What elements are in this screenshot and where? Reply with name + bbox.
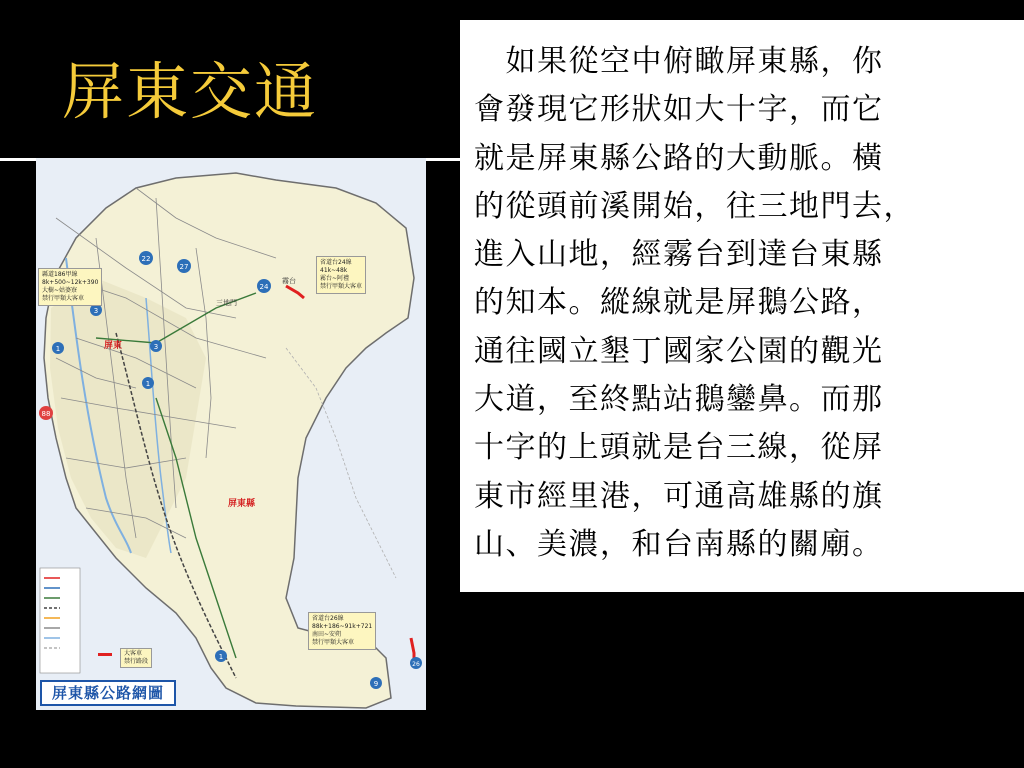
body-text (474, 38, 1019, 569)
map-label-sandimen: 三地門 (216, 299, 237, 307)
svg-text:9: 9 (373, 680, 379, 688)
svg-text:1: 1 (145, 380, 151, 388)
legend-line: 大客車 (124, 650, 143, 657)
map-label-wutai: 霧台 (282, 277, 296, 285)
legend-restricted-line (98, 653, 112, 656)
body-line: 會發現它形狀如大十字，而它 (474, 92, 884, 128)
body-line: 通往國立墾丁國家公園的觀光 (474, 333, 884, 369)
svg-text:1: 1 (55, 345, 61, 353)
note-line: 大樹~姑婆寮 (42, 287, 78, 294)
note-line: 省道台24線 (320, 259, 352, 266)
svg-text:26: 26 (412, 661, 420, 668)
note-county-road-186 (38, 268, 102, 306)
note-highway-26 (308, 612, 376, 650)
note-line: 南田~安朔 (312, 631, 342, 638)
legend-box (40, 568, 80, 673)
svg-text:24: 24 (259, 283, 269, 291)
map-title: 屏東縣公路網圖 (40, 680, 176, 706)
body-line: 如果從空中俯瞰屏東縣，你 (474, 44, 884, 79)
body-line: 山、美濃，和台南縣的關廟。 (474, 526, 884, 562)
note-line: 霧台~阿禮 (320, 275, 350, 282)
svg-text:88: 88 (41, 410, 51, 418)
svg-text:3: 3 (153, 343, 159, 351)
note-line: 8k+500~12k+390 (42, 279, 99, 286)
body-line: 大道，至終點站鵝鑾鼻。而那 (474, 382, 884, 418)
body-line: 進入山地，經霧台到達台東縣 (474, 237, 884, 273)
body-line: 東市經里港，可通高雄縣的旗 (474, 478, 884, 514)
map-label-pingtung-city: 屏東 (104, 341, 123, 351)
body-line: 的知本。縱線就是屏鵝公路， (474, 285, 884, 321)
road-network-map (36, 158, 426, 710)
slide-title: 屏東交通 (62, 55, 319, 128)
svg-text:22: 22 (141, 255, 151, 263)
note-line: 禁行甲類大客車 (320, 283, 363, 290)
map-label-pingtung-county: 屏東縣 (228, 499, 256, 509)
note-line: 省道台26線 (312, 615, 344, 622)
note-highway-24 (316, 256, 366, 294)
note-line: 縣道186甲線 (42, 271, 78, 278)
body-line: 就是屏東縣公路的大動脈。橫 (474, 140, 884, 176)
svg-text:1: 1 (218, 653, 224, 661)
legend-line: 禁行路段 (124, 658, 149, 665)
note-line: 禁行甲類大客車 (312, 639, 355, 646)
text-panel (460, 20, 1024, 592)
note-line: 41k~48k (320, 267, 348, 274)
svg-text:3: 3 (93, 307, 99, 315)
body-line: 的從頭前溪開始，往三地門去， (474, 188, 915, 224)
svg-text:27: 27 (179, 263, 189, 271)
body-line: 十字的上頭就是台三線，從屏 (474, 430, 884, 466)
note-line: 禁行甲類大客車 (42, 295, 85, 302)
legend-restricted-note (120, 648, 152, 668)
note-line: 88k+186~91k+721 (312, 623, 373, 630)
